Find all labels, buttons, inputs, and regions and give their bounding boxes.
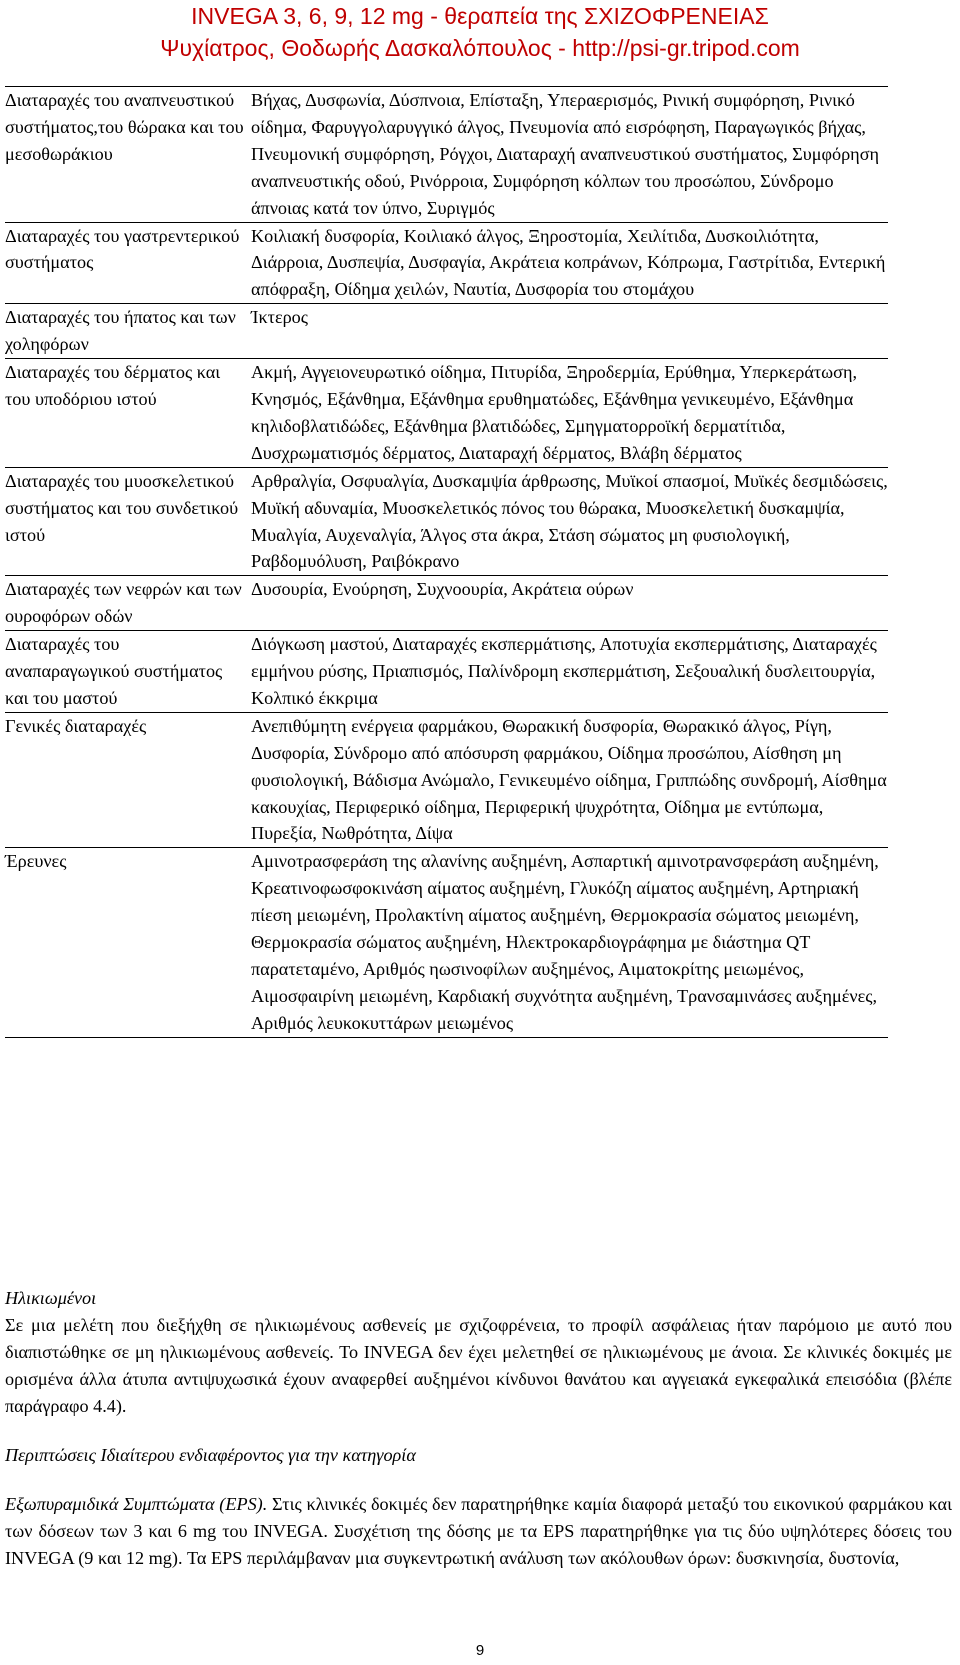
page-number: 9: [475, 1642, 485, 1659]
adverse-terms: Ακμή, Αγγειονευρωτικό οίδημα, Πιτυρίδα, Ξηροδερμία, Ερύθημα, Υπερκεράτωση, Κνησμός, Εξάνθημα, Εξάνθημα ερυθηματώδες, Εξάνθημα γενικευμένο, Εξάνθημα κηλιδοβλατιδώδες, Εξάνθημα βλατιδώδες, Σμηγματορροϊκή δερματίτιδα, Δυσχρωματισμός δέρματος, Διαταραχή δέρματος, Βλάβη δέρματος: [250, 359, 888, 468]
system-organ-class: Διαταραχές των νεφρών και των ουροφόρων οδών: [5, 576, 250, 631]
adverse-terms: Ίκτερος: [250, 304, 888, 359]
system-organ-class: Διαταραχές του αναπνευστικού συστήματος,του θώρακα και του μεσοθωράκιου: [5, 87, 250, 223]
system-organ-class: Διαταραχές του δέρματος και του υποδόριου ιστού: [5, 359, 250, 468]
system-organ-class: Γενικές διαταραχές: [5, 712, 250, 848]
table-row: [5, 359, 888, 468]
header-title: INVEGA 3, 6, 9, 12 mg - θεραπεία της ΣΧΙΖΟΦΡΕΝΕΙΑΣ: [191, 3, 769, 29]
system-organ-class: Διαταραχές του μυοσκελετικού συστήματος και του συνδετικού ιστού: [5, 467, 250, 576]
elderly-heading: Ηλικιωμένοι: [5, 1288, 97, 1308]
system-organ-class: Διαταραχές του ήπατος και των χοληφόρων: [5, 304, 250, 359]
table-row: [5, 712, 888, 848]
adverse-terms: Ανεπιθύμητη ενέργεια φαρμάκου, Θωρακική δυσφορία, Θωρακικό άλγος, Ρίγη, Δυσφορία, Σύνδρομο από απόσυρση φαρμάκου, Οίδημα προσώπου, Αίσθηση μη φυσιολογική, Βάδισμα Ανώμαλο, Γενικευμένο οίδημα, Γριππώδης συνδρομή, Αίσθημα κακουχίας, Περιφερικό οίδημα, Περιφερική ψυχρότητα, Οίδημα με εντύπωμα, Πυρεξία, Νωθρότητα, Δίψα: [250, 712, 888, 848]
adverse-terms: Βήχας, Δυσφωνία, Δύσπνοια, Επίσταξη, Υπεραερισμός, Ρινική συμφόρηση, Ρινικό οίδημα, Φαρυγγολαρυγγικό άλγος, Πνευμονία από εισρόφηση, Παραγωγικός βήχας, Πνευμονική συμφόρηση, Ρόγχοι, Διαταραχή αναπνευστικού συστήματος, Συμφόρηση αναπνευστικής οδού, Ρινόρροια, Συμφόρηση κόλπων του προσώπου, Σύνδρομο άπνοιας κατά τον ύπνο, Συριγμός: [250, 87, 888, 223]
table-row: [5, 576, 888, 631]
table-row: [5, 631, 888, 713]
table-row: [5, 467, 888, 576]
adverse-terms: Δυσουρία, Ενούρηση, Συχνοουρία, Ακράτεια ούρων: [250, 576, 888, 631]
elderly-paragraph: Σε μια μελέτη που διεξήχθη σε ηλικιωμένους ασθενείς με σχιζοφρένεια, το προφίλ ασφάλειας ήταν παρόμοιο με αυτό που διαπιστώθηκε σε μη ηλικιωμένους ασθενείς. Το INVEGA δεν έχει μελετηθεί σε ηλικιωμένους με άνοια. Σε κλινικές δοκιμές με ορισμένα άλλα άτυπα αντιψυχωσικά έχουν αναφερθεί αυξημένοι κίνδυνοι θανάτου και αγγειακά εγκεφαλικά επεισόδια (βλέπε παράγραφο 4.4).: [5, 1315, 952, 1416]
special-interest-heading: Περιπτώσεις Ιδιαίτερου ενδιαφέροντος για την κατηγορία: [5, 1445, 416, 1465]
body-text: [5, 1285, 952, 1572]
table-row: [5, 222, 888, 304]
eps-paragraph: [5, 1491, 952, 1572]
header-subtitle: Ψυχίατρος, Θοδωρής Δασκαλόπουλος - http://psi-gr.tripod.com: [160, 35, 800, 61]
system-organ-class: Έρευνες: [5, 848, 250, 1037]
eps-heading: Εξωπυραμιδικά Συμπτώματα (EPS).: [5, 1494, 268, 1514]
adverse-terms: Κοιλιακή δυσφορία, Κοιλιακό άλγος, Ξηροστομία, Χειλίτιδα, Δυσκοιλιότητα, Διάρροια, Δυσπεψία, Δυσφαγία, Ακράτεια κοπράνων, Κόπρωμα, Γαστρίτιδα, Εντερική απόφραξη, Οίδημα χειλών, Ναυτία, Δυσφορία του στομάχου: [250, 222, 888, 304]
adverse-terms: Αρθραλγία, Οσφυαλγία, Δυσκαμψία άρθρωσης, Μυϊκοί σπασμοί, Μυϊκές δεσμιδώσεις, Μυϊκή αδυναμία, Μυοσκελετικός πόνος του θώρακα, Μυοσκελετική δυσκαμψία, Μυαλγία, Αυχεναλγία, Άλγος στα άκρα, Στάση σώματος μη φυσιολογική, Ραβδομυόλυση, Ραιβόκρανο: [250, 467, 888, 576]
system-organ-class: Διαταραχές του γαστρεντερικού συστήματος: [5, 222, 250, 304]
system-organ-class: Διαταραχές του αναπαραγωγικού συστήματος και του μαστού: [5, 631, 250, 713]
eps-text: Στις κλινικές δοκιμές δεν παρατηρήθηκε καμία διαφορά μεταξύ του εικονικού φαρμάκου και των δόσεων των 3 και 6 mg του INVEGA. Συσχέτιση της δόσης με τα EPS παρατηρήθηκε για τις δύο υψηλότερες δόσεις του INVEGA (9 και 12 mg). Τα EPS περιλάμβαναν μια συγκεντρωτική ανάλυση των ακόλουθων όρων: δυσκινησία, δυστονία,: [5, 1494, 952, 1568]
adverse-terms: Αμινοτρασφεράση της αλανίνης αυξημένη, Ασπαρτική αμινοτρανσφεράση αυξημένη, Κρεατινοφωσφοκινάση αίματος αυξημένη, Γλυκόζη αίματος αυξημένη, Αρτηριακή πίεση μειωμένη, Προλακτίνη αίματος αυξημένη, Θερμοκρασία σώματος μειωμένη, Θερμοκρασία σώματος αυξημένη, Ηλεκτροκαρδιογράφημα με διάστημα QT παρατεταμένο, Αριθμός ηωσινοφίλων αυξημένος, Αιματοκρίτης μειωμένος, Αιμοσφαιρίνη μειωμένη, Καρδιακή συχνότητα αυξημένη, Τρανσαμινάσες αυξημένες, Αριθμός λευκοκυττάρων μειωμένος: [250, 848, 888, 1037]
adverse-events-table: [5, 86, 888, 1038]
table-row: [5, 304, 888, 359]
adverse-terms: Διόγκωση μαστού, Διαταραχές εκσπερμάτισης, Αποτυχία εκσπερμάτισης, Διαταραχές εμμήνου ρύσης, Πριαπισμός, Παλίνδρομη εκσπερμάτιση, Σεξουαλική δυσλειτουργία, Κολπικό έκκριμα: [250, 631, 888, 713]
table-row: [5, 87, 888, 223]
table-row: [5, 848, 888, 1037]
